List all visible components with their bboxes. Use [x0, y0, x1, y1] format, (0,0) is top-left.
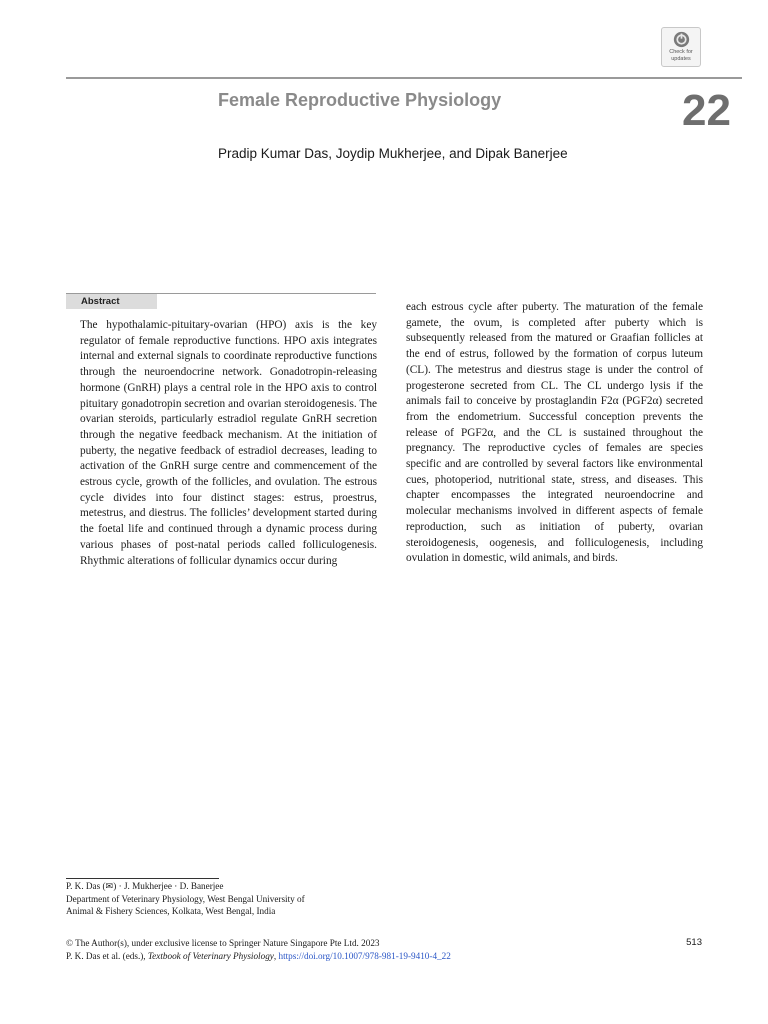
copyright-line: © The Author(s), under exclusive license to Springer Nature Singapore Pte Ltd. 2023	[66, 938, 380, 948]
page-number: 513	[686, 937, 702, 948]
check-for-updates-badge[interactable]	[661, 27, 701, 67]
author-affiliation-footnote	[66, 880, 386, 918]
doi-link[interactable]: https://doi.org/10.1007/978-981-19-9410-4_22	[278, 951, 451, 961]
citation-separator: ,	[273, 951, 279, 961]
check-updates-icon	[673, 31, 690, 48]
author-list: Pradip Kumar Das, Joydip Mukherjee, and Dipak Banerjee	[218, 146, 568, 161]
footnote-authors: P. K. Das (✉) · J. Mukherjee · D. Banerjee	[66, 881, 224, 891]
chapter-number: 22	[682, 86, 731, 135]
abstract-text-right: each estrous cycle after puberty. The maturation of the female gamete, the ovum, is completed after puberty which is subsequently released from the matured or Graafian follicles at the end of estrus, followed by the formation of corpus luteum (CL). The metestrus and diestrus stage is under the control of progesterone secreted from CL. The CL undergo lysis if the animals fail to conceive by prostaglandin F2α (PGF2α) secreted from the endometrium. Successful conception prevents the release of PGF2α, and the CL is sustained throughout the pregnancy. The reproductive cycles of females are species specific and are controlled by several factors like environmental cues, photoperiod, nutritional state, stress, and diseases. This chapter encompasses the integrated neuroendocrine and molecular mechanisms involved in different aspects of female reproduction, such as initiation of puberty, ovarian steroidogenesis, oogenesis, and folliculogenesis, including ovulation in domestic, wild animals, and birds.	[406, 301, 703, 565]
chapter-title: Female Reproductive Physiology	[218, 90, 502, 110]
abstract-text-left: The hypothalamic-pituitary-ovarian (HPO) axis is the key regulator of female reproductive functions. HPO axis integrates internal and external signals to coordinate reproductive functions through the neuroendocrine network. Gonadotropin-releasing hormone (GnRH) plays a central role in the HPO axis to control pituitary gonadotropin secretion and ovarian steroidogenesis. The ovarian steroids, particularly estradiol regulate GnRH secretion through the negative feedback mechanism. At the initiation of puberty, the negative feedback of estradiol decreases, leading to activation of the GnRH surge centre and commencement of the estrous cycle, growth of the follicles, and ovulation. The estrous cycle divides into four distinct stages: estrus, proestrus, metestrus, and diestrus. The follicles’ development started during the foetal life and continued through a dynamic process during various phases of post-natal periods called folliculogenesis. Rhythmic alterations of follicular dynamics occur during	[80, 319, 377, 567]
footnote-rule	[66, 878, 219, 879]
footnote-department: Department of Veterinary Physiology, West Bengal University of	[66, 893, 305, 904]
citation-line	[66, 950, 706, 963]
badge-label-2: updates	[671, 56, 691, 62]
badge-label-1: Check for	[669, 49, 693, 55]
header-rule	[66, 77, 742, 79]
book-title: Textbook of Veterinary Physiology	[147, 951, 274, 961]
page-footer	[66, 937, 706, 963]
abstract-heading: Abstract	[66, 294, 157, 309]
citation-prefix: P. K. Das et al. (eds.),	[66, 951, 148, 961]
footnote-institution: Animal & Fishery Sciences, Kolkata, West Bengal, India	[66, 906, 276, 917]
